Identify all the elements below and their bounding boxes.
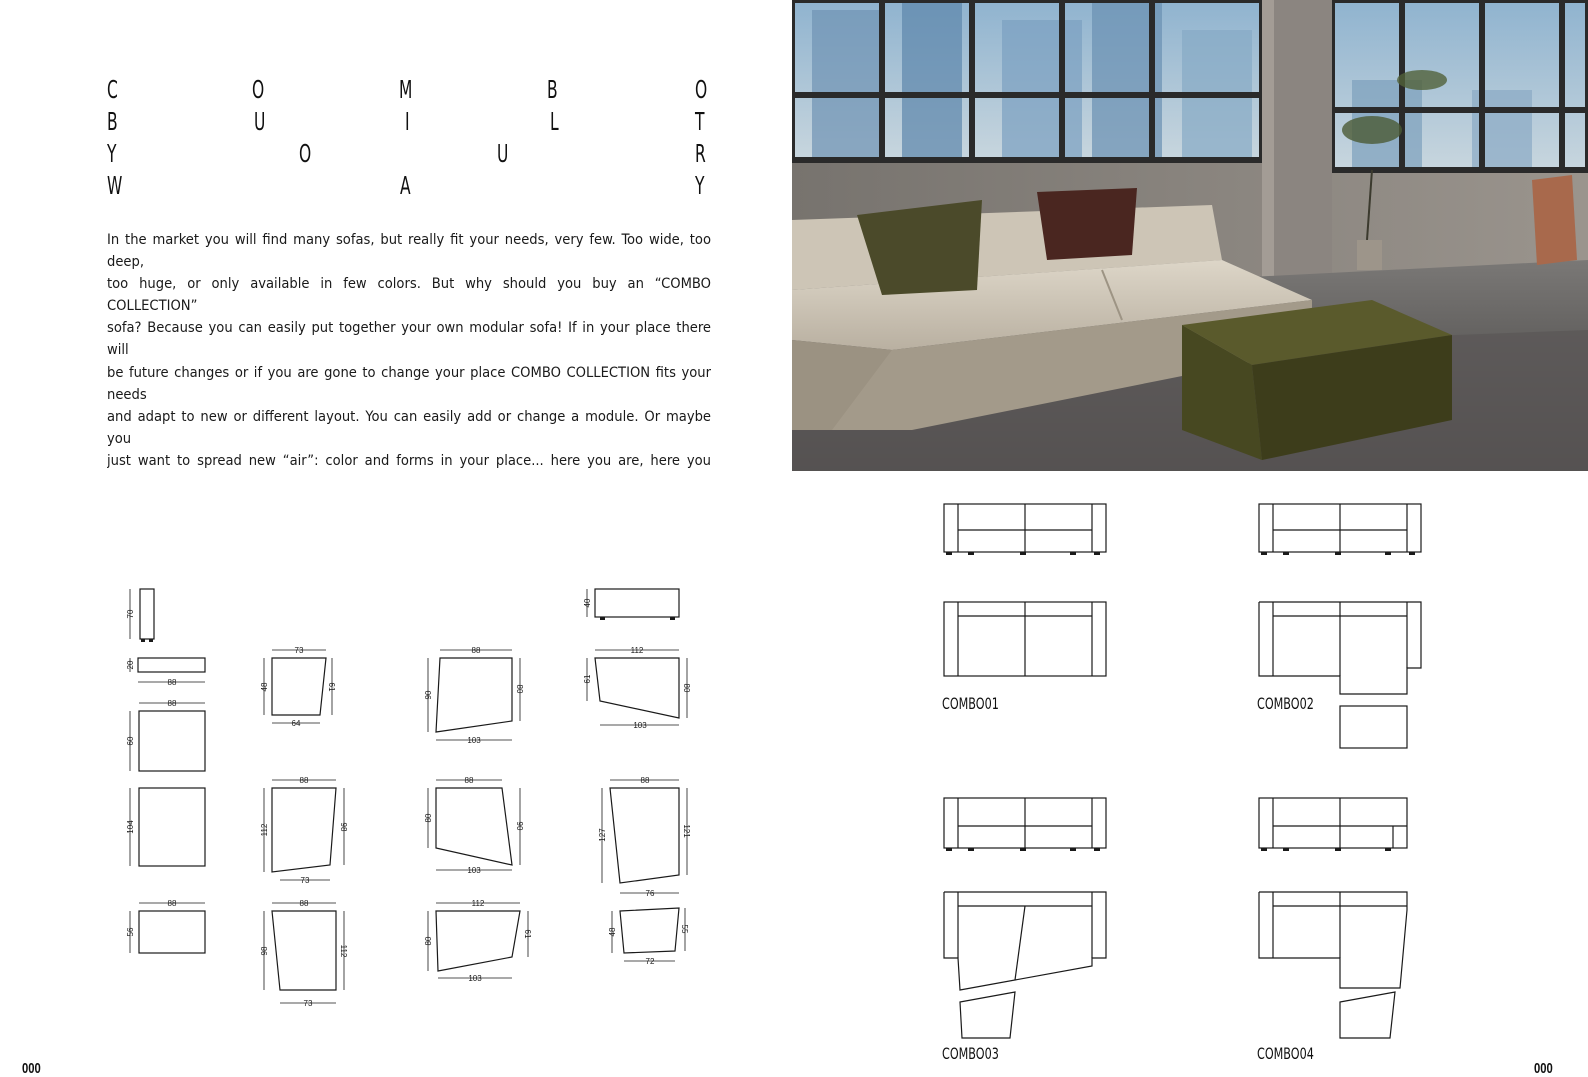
module-wedge-112 bbox=[272, 788, 336, 872]
module-drawings bbox=[120, 585, 710, 1020]
dim-label: 48 bbox=[608, 927, 617, 937]
dim-label: 90 bbox=[515, 821, 524, 831]
headline-letter: Y bbox=[695, 171, 705, 200]
dim-label: 112 bbox=[471, 899, 485, 908]
dim-label: 88 bbox=[167, 699, 177, 708]
combo02-label: COMBO02 bbox=[1257, 694, 1314, 713]
module-wedge-90 bbox=[436, 658, 512, 732]
module-wedge-98 bbox=[272, 911, 336, 990]
dim-label: 80 bbox=[515, 684, 524, 694]
body-line: In the market you will find many sofas, but really fit your needs, very few. Too wide, too deep, bbox=[107, 231, 711, 271]
dim-label: 72 bbox=[645, 957, 655, 966]
dim-label: 127 bbox=[598, 828, 607, 842]
module-square-104 bbox=[139, 788, 205, 866]
module-front-view bbox=[138, 658, 205, 672]
combo04-label: COMBO04 bbox=[1257, 1044, 1314, 1063]
body-line: be future changes or if you are gone to change your place COMBO COLLECTION fits your needs bbox=[107, 363, 711, 403]
page-number-left: 000 bbox=[22, 1060, 41, 1077]
module-wedge-127 bbox=[610, 788, 679, 883]
headline-letter: C bbox=[107, 75, 118, 104]
headline-letter: O bbox=[252, 75, 265, 104]
dim-label: 103 bbox=[468, 974, 482, 983]
body-paragraph bbox=[107, 229, 711, 469]
headline-letter: T bbox=[695, 107, 705, 136]
combo02-front-view bbox=[1259, 504, 1421, 552]
headline-letter: Y bbox=[107, 139, 117, 168]
headline-letter: R bbox=[695, 139, 706, 168]
body-line: just want to spread new “air”: color and forms in your place... here you are, here you bbox=[107, 451, 711, 469]
module-wedge-73 bbox=[272, 658, 326, 715]
dim-label: 112 bbox=[630, 646, 644, 655]
dim-label: 80 bbox=[682, 683, 691, 693]
module-square-60 bbox=[139, 711, 205, 771]
sofa-photo-illustration bbox=[792, 0, 1588, 471]
page-number-right: 000 bbox=[1534, 1060, 1553, 1077]
dim-label: 88 bbox=[464, 776, 474, 785]
headline-row-1 bbox=[107, 74, 711, 106]
dim-label: 73 bbox=[294, 646, 304, 655]
dim-label: 61 bbox=[583, 674, 592, 684]
dim-label: 98 bbox=[339, 822, 348, 832]
module-ottoman-side bbox=[595, 589, 679, 617]
dim-label: 98 bbox=[260, 946, 269, 956]
dim-label: 80 bbox=[424, 813, 433, 823]
dim-label: 112 bbox=[339, 944, 348, 958]
headline-letter: O bbox=[299, 139, 312, 168]
body-line: and adapt to new or different layout. You can easily add or change a module. Or maybe you bbox=[107, 407, 711, 447]
dim-label: 112 bbox=[260, 823, 269, 837]
dim-label: 103 bbox=[467, 866, 481, 875]
dim-label: 90 bbox=[424, 690, 433, 700]
sofa-photo bbox=[792, 0, 1588, 471]
combo03-top-view bbox=[944, 892, 1106, 1038]
dim-label: 60 bbox=[126, 736, 135, 746]
dim-label: 55 bbox=[680, 924, 689, 934]
headline-letter: O bbox=[695, 75, 708, 104]
combo03-front-view bbox=[944, 798, 1106, 848]
headline bbox=[107, 74, 711, 202]
module-wedge-112b bbox=[595, 658, 679, 718]
headline-row-2 bbox=[107, 106, 711, 138]
dim-label: 56 bbox=[126, 927, 135, 937]
module-side-view bbox=[140, 589, 154, 639]
module-square-56 bbox=[139, 911, 205, 953]
dim-label: 88 bbox=[167, 899, 177, 908]
dim-label: 80 bbox=[424, 936, 433, 946]
combo01-label: COMBO01 bbox=[942, 694, 999, 713]
dim-label: 76 bbox=[645, 889, 655, 898]
headline-letter: A bbox=[400, 171, 411, 200]
dim-label: 20 bbox=[126, 660, 135, 670]
module-wedge-72 bbox=[620, 908, 679, 953]
dim-label: 88 bbox=[299, 776, 309, 785]
headline-letter: W bbox=[107, 171, 123, 200]
dim-label: 61 bbox=[523, 929, 532, 939]
module-wedge-80 bbox=[436, 788, 512, 865]
dim-label: 48 bbox=[260, 682, 269, 692]
dim-label: 73 bbox=[300, 876, 310, 885]
dim-label: 103 bbox=[467, 736, 481, 745]
dim-label: 70 bbox=[126, 609, 135, 619]
headline-letter: U bbox=[254, 107, 266, 136]
module-wedge-103 bbox=[436, 911, 520, 971]
dim-label: 104 bbox=[126, 820, 135, 834]
dim-label: 88 bbox=[299, 899, 309, 908]
combo04-top-view bbox=[1259, 892, 1407, 1038]
headline-row-4 bbox=[107, 170, 711, 202]
dim-label: 64 bbox=[291, 719, 301, 728]
headline-row-3 bbox=[107, 138, 711, 170]
headline-letter: I bbox=[405, 107, 410, 136]
dim-label: 61 bbox=[327, 682, 336, 692]
body-line: too huge, or only available in few colors. But why should you buy an “COMBO COLLECTION” bbox=[107, 275, 711, 315]
body-line: sofa? Because you can easily put together your own modular sofa! If in your place there will bbox=[107, 319, 711, 359]
combo02-top-view bbox=[1259, 602, 1421, 748]
headline-letter: U bbox=[497, 139, 509, 168]
combo01-front-view bbox=[944, 504, 1106, 552]
headline-letter: M bbox=[399, 75, 413, 104]
dim-label: 88 bbox=[167, 678, 177, 687]
headline-letter: B bbox=[107, 107, 118, 136]
combo-drawings bbox=[940, 500, 1440, 1045]
combo01-top-view bbox=[944, 602, 1106, 676]
dim-label: 40 bbox=[583, 598, 592, 608]
headline-letter: B bbox=[547, 75, 558, 104]
dim-label: 73 bbox=[303, 999, 313, 1008]
combo03-label: COMBO03 bbox=[942, 1044, 999, 1063]
combo04-front-view bbox=[1259, 798, 1407, 848]
headline-letter: L bbox=[550, 107, 559, 136]
dim-label: 88 bbox=[471, 646, 481, 655]
dim-label: 103 bbox=[633, 721, 647, 730]
dim-label: 121 bbox=[682, 824, 691, 838]
dim-label: 88 bbox=[640, 776, 650, 785]
